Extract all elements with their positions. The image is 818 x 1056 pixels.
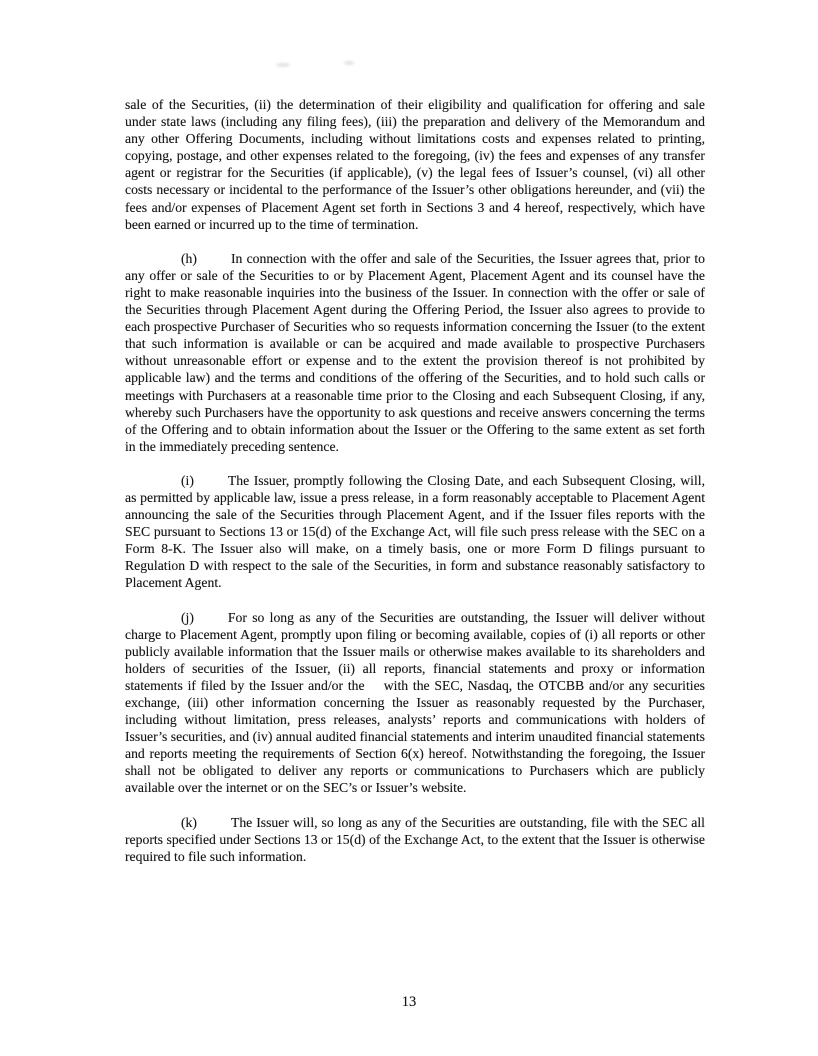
clause-label-j: (j) (181, 609, 194, 625)
clause-text-k: The Issuer will, so long as any of the Securities are outstanding, file with the SEC all reports specified under Sections 13 or 15(d) of the Exchange Act, to the extent that the Issuer is otherwise required to file such information. (125, 814, 705, 864)
clause-label-h: (h) (181, 250, 197, 266)
paragraph-k (125, 814, 705, 865)
clause-label-k: (k) (181, 814, 197, 830)
paragraph-continuation: sale of the Securities, (ii) the determination of their eligibility and qualification for offering and sale under state laws (including any filing fees), (iii) the preparation and delivery of the Memorandum and any other Offering Documents, including without limitations costs and expenses related to printing, copying, postage, and other expenses related to the foregoing, (iv) the fees and expenses of any transfer agent or registrar for the Securities (if applicable), (v) the legal fees of Issuer’s counsel, (vi) all other costs necessary or incidental to the performance of the Issuer’s other obligations hereunder, and (vii) the fees and/or expenses of Placement Agent set forth in Sections 3 and 4 hereof, respectively, which have been earned or incurred up to the time of termination. (125, 97, 705, 232)
clause-text-j: For so long as any of the Securities are outstanding, the Issuer will deliver without charge to Placement Agent, promptly upon filing or becoming available, copies of (i) all reports or other publicly available information that the Issuer mails or otherwise makes available to its shareholders and holders of securities of the Issuer, (ii) all reports, financial statements and proxy or information statements if filed by the Issuer and/or the with the SEC, Nasdaq, the OTCBB and/or any securities exchange, (iii) other information concerning the Issuer as reasonably requested by the Purchaser, including without limitation, press releases, analysts’ reports and communications with holders of Issuer’s securities, and (iv) annual audited financial statements and interim unaudited financial statements and reports meeting the requirements of Section 6(x) hereof. Notwithstanding the foregoing, the Issuer shall not be obligated to deliver any reports or communications to Purchasers which are publicly available over the internet or on the SEC’s or Issuer’s website. (125, 609, 705, 796)
paragraph-j (125, 609, 705, 797)
clause-label-i: (i) (181, 472, 194, 488)
clause-text-h: In connection with the offer and sale of the Securities, the Issuer agrees that, prior to any offer or sale of the Securities to or by Placement Agent, Placement Agent and its counsel have the right to make reasonable inquiries into the business of the Issuer. In connection with the offer or sale of the Securities through Placement Agent during the Offering Period, the Issuer also agrees to provide to each prospective Purchaser of Securities who so requests information concerning the Issuer (to the extent that such information is available or can be acquired and made available to prospective Purchasers without unreasonable effort or expense and to the extent the provision thereof is not prohibited by applicable law) and the terms and conditions of the offering of the Securities, and to hold such calls or meetings with Purchasers at a reasonable time prior to the Closing and each Subsequent Closing, if any, whereby such Purchasers have the opportunity to ask questions and receive answers concerning the terms of the Offering and to obtain information about the Issuer or the Offering to the same extent as set forth in the immediately preceding sentence. (125, 250, 705, 454)
scan-smudge (276, 63, 290, 67)
document-body (125, 96, 705, 882)
paragraph-i (125, 472, 705, 592)
scan-smudge (344, 61, 354, 65)
page-number: 13 (401, 994, 417, 1010)
paragraph-h (125, 250, 705, 455)
clause-text-i: The Issuer, promptly following the Closing Date, and each Subsequent Closing, will, as permitted by applicable law, issue a press release, in a form reasonably acceptable to Placement Agent announcing the sale of the Securities through Placement Agent, and if the Issuer files reports with the SEC pursuant to Sections 13 or 15(d) of the Exchange Act, will file such press release with the SEC on a Form 8-K. The Issuer also will make, on a timely basis, one or more Form D filings pursuant to Regulation D with respect to the sale of the Securities, in form and substance reasonably satisfactory to Placement Agent. (125, 472, 705, 591)
